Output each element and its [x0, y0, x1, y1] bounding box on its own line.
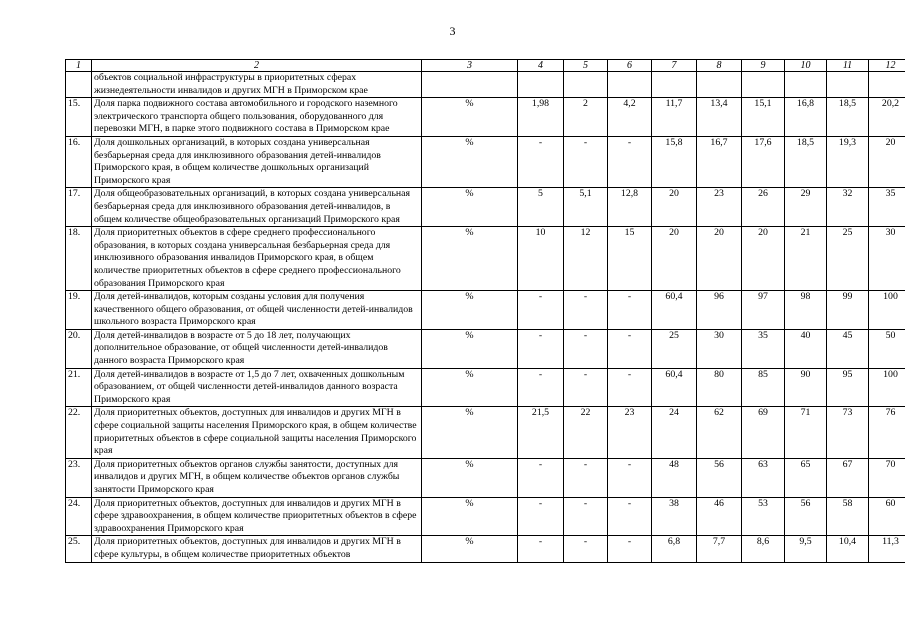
value-cell: 60,4 [652, 368, 697, 407]
value-cell: 90 [785, 368, 827, 407]
table-row [66, 188, 905, 227]
value-cell: 13,4 [697, 98, 742, 137]
value-cell: 21 [785, 227, 827, 291]
table-row [66, 291, 905, 330]
value-cell: 5,1 [564, 188, 608, 227]
header-row [66, 60, 905, 72]
value-cell: 48 [652, 458, 697, 497]
value-cell: 20 [697, 227, 742, 291]
table-row [66, 136, 905, 187]
unit-cell [422, 72, 518, 98]
value-cell: - [564, 368, 608, 407]
value-cell: 56 [697, 458, 742, 497]
indicators-table [65, 59, 905, 563]
indicator-text: Доля приоритетных объектов, доступных для инвалидов и других МГН в сфере социальной защиты населения Приморского края, в общем количестве приоритетных объектов в сфере социальной защиты населения Приморского края [92, 407, 422, 458]
value-cell: - [564, 329, 608, 368]
row-number-cell: 18. [66, 227, 92, 291]
row-number-cell: 22. [66, 407, 92, 458]
table-row [66, 497, 905, 536]
value-cell: 30 [697, 329, 742, 368]
table-row [66, 407, 905, 458]
value-cell: 32 [827, 188, 869, 227]
value-cell: - [564, 458, 608, 497]
value-cell: 23 [697, 188, 742, 227]
value-cell: 65 [785, 458, 827, 497]
value-cell: 60,4 [652, 291, 697, 330]
row-number-cell: 20. [66, 329, 92, 368]
unit-cell: % [422, 136, 518, 187]
value-cell: 20 [869, 136, 905, 187]
indicator-text: Доля приоритетных объектов в сфере среднего профессионального образования, в которых создана универсальная безбарьерная среда для инклюзивного образования инвалидов Приморского края, в общем количестве приоритетных объектов в сфере среднего профессионального образования Приморского края [92, 227, 422, 291]
value-cell: - [608, 291, 652, 330]
value-cell: - [608, 458, 652, 497]
header-cell: 1 [66, 60, 92, 72]
row-number-cell: 17. [66, 188, 92, 227]
value-cell: 18,5 [827, 98, 869, 137]
value-cell: - [518, 136, 564, 187]
value-cell: 71 [785, 407, 827, 458]
indicator-text: Доля детей-инвалидов в возрасте от 1,5 до 7 лет, охваченных дошкольным образованием, от общей численности детей-инвалидов данного возраста Приморского края [92, 368, 422, 407]
value-cell [785, 72, 827, 98]
value-cell: - [564, 291, 608, 330]
value-cell: 76 [869, 407, 905, 458]
indicator-text: Доля детей-инвалидов в возрасте от 5 до 18 лет, получающих дополнительное образование, от общей численности детей-инвалидов данного возраста Приморского края [92, 329, 422, 368]
continuation-row [66, 72, 905, 98]
value-cell: 22 [564, 407, 608, 458]
header-cell: 9 [742, 60, 785, 72]
unit-cell: % [422, 227, 518, 291]
value-cell: 7,7 [697, 536, 742, 562]
value-cell: 98 [785, 291, 827, 330]
value-cell: 20 [742, 227, 785, 291]
table-row [66, 98, 905, 137]
value-cell: 23 [608, 407, 652, 458]
header-cell: 3 [422, 60, 518, 72]
value-cell: 15,8 [652, 136, 697, 187]
row-number-cell: 16. [66, 136, 92, 187]
row-number-cell: 25. [66, 536, 92, 562]
value-cell: 70 [869, 458, 905, 497]
value-cell [827, 72, 869, 98]
indicator-text: Доля приоритетных объектов, доступных для инвалидов и других МГН в сфере культуры, в общем количестве приоритетных объектов [92, 536, 422, 562]
unit-cell: % [422, 536, 518, 562]
value-cell [742, 72, 785, 98]
value-cell: 16,8 [785, 98, 827, 137]
header-cell: 11 [827, 60, 869, 72]
value-cell [518, 72, 564, 98]
row-number-cell: 19. [66, 291, 92, 330]
value-cell: - [608, 536, 652, 562]
unit-cell: % [422, 291, 518, 330]
value-cell: 11,7 [652, 98, 697, 137]
value-cell [697, 72, 742, 98]
value-cell: 24 [652, 407, 697, 458]
value-cell: 56 [785, 497, 827, 536]
value-cell: 80 [697, 368, 742, 407]
value-cell: 12 [564, 227, 608, 291]
indicator-text: Доля дошкольных организаций, в которых создана универсальная безбарьерная среда для инклюзивного образования детей-инвалидов Приморского края, в общем количестве дошкольных организаций Приморского края [92, 136, 422, 187]
indicator-text: Доля общеобразовательных организаций, в которых создана универсальная безбарьерная среда для инклюзивного образования детей-инвалидов, в общем количестве общеобразовательных организаций Приморского края [92, 188, 422, 227]
unit-cell: % [422, 98, 518, 137]
value-cell: 12,8 [608, 188, 652, 227]
value-cell: 20 [652, 188, 697, 227]
indicator-text: объектов социальной инфраструктуры в приоритетных сферах жизнедеятельности инвалидов и других МГН в Приморском крае [92, 72, 422, 98]
value-cell: - [518, 458, 564, 497]
value-cell: 96 [697, 291, 742, 330]
value-cell: - [608, 329, 652, 368]
value-cell: 15 [608, 227, 652, 291]
value-cell: 62 [697, 407, 742, 458]
value-cell: 58 [827, 497, 869, 536]
value-cell: 15,1 [742, 98, 785, 137]
table-row [66, 536, 905, 562]
header-cell: 10 [785, 60, 827, 72]
value-cell: 26 [742, 188, 785, 227]
value-cell: 10,4 [827, 536, 869, 562]
row-number-cell [66, 72, 92, 98]
value-cell: 97 [742, 291, 785, 330]
header-cell: 4 [518, 60, 564, 72]
value-cell: 29 [785, 188, 827, 227]
value-cell: 9,5 [785, 536, 827, 562]
page-number: 3 [449, 24, 456, 38]
value-cell [564, 72, 608, 98]
header-cell: 7 [652, 60, 697, 72]
value-cell: 19,3 [827, 136, 869, 187]
unit-cell: % [422, 329, 518, 368]
value-cell: 6,8 [652, 536, 697, 562]
value-cell: - [518, 291, 564, 330]
value-cell: 25 [652, 329, 697, 368]
value-cell: 69 [742, 407, 785, 458]
value-cell: 4,2 [608, 98, 652, 137]
value-cell: 46 [697, 497, 742, 536]
value-cell [869, 72, 905, 98]
unit-cell: % [422, 497, 518, 536]
value-cell: 95 [827, 368, 869, 407]
value-cell: 45 [827, 329, 869, 368]
indicator-text: Доля парка подвижного состава автомобильного и городского наземного электрического транспорта общего пользования, оборудованного для перевозки МГН, в парке этого подвижного состава в Приморском крае [92, 98, 422, 137]
value-cell: 18,5 [785, 136, 827, 187]
value-cell: 16,7 [697, 136, 742, 187]
value-cell: 100 [869, 291, 905, 330]
row-number-cell: 24. [66, 497, 92, 536]
value-cell: - [518, 497, 564, 536]
unit-cell: % [422, 458, 518, 497]
value-cell: - [608, 136, 652, 187]
value-cell: - [564, 136, 608, 187]
value-cell: 25 [827, 227, 869, 291]
value-cell: 40 [785, 329, 827, 368]
value-cell: 17,6 [742, 136, 785, 187]
value-cell: 63 [742, 458, 785, 497]
value-cell: 35 [869, 188, 905, 227]
value-cell: - [518, 329, 564, 368]
value-cell: 73 [827, 407, 869, 458]
value-cell: 2 [564, 98, 608, 137]
value-cell: 50 [869, 329, 905, 368]
row-number-cell: 21. [66, 368, 92, 407]
value-cell: 20,2 [869, 98, 905, 137]
value-cell: - [518, 368, 564, 407]
value-cell: 38 [652, 497, 697, 536]
value-cell: 35 [742, 329, 785, 368]
table-row [66, 458, 905, 497]
value-cell: - [564, 536, 608, 562]
header-cell: 5 [564, 60, 608, 72]
value-cell [608, 72, 652, 98]
value-cell: 1,98 [518, 98, 564, 137]
value-cell: 21,5 [518, 407, 564, 458]
value-cell: 5 [518, 188, 564, 227]
value-cell: - [608, 497, 652, 536]
indicator-text: Доля приоритетных объектов, доступных для инвалидов и других МГН в сфере здравоохранения, в общем количестве приоритетных объектов в сфере здравоохранения Приморского края [92, 497, 422, 536]
value-cell: 8,6 [742, 536, 785, 562]
value-cell: 60 [869, 497, 905, 536]
table-row [66, 227, 905, 291]
row-number-cell: 15. [66, 98, 92, 137]
value-cell [652, 72, 697, 98]
value-cell: 67 [827, 458, 869, 497]
value-cell: - [608, 368, 652, 407]
header-cell: 8 [697, 60, 742, 72]
value-cell: 20 [652, 227, 697, 291]
value-cell: 85 [742, 368, 785, 407]
value-cell: 30 [869, 227, 905, 291]
value-cell: 99 [827, 291, 869, 330]
indicator-text: Доля приоритетных объектов органов службы занятости, доступных для инвалидов и других МГН, в общем количестве объектов органов службы занятости Приморского края [92, 458, 422, 497]
value-cell: - [564, 497, 608, 536]
header-cell: 6 [608, 60, 652, 72]
value-cell: 10 [518, 227, 564, 291]
unit-cell: % [422, 188, 518, 227]
row-number-cell: 23. [66, 458, 92, 497]
unit-cell: % [422, 407, 518, 458]
value-cell: 11,3 [869, 536, 905, 562]
value-cell: 100 [869, 368, 905, 407]
header-cell: 12 [869, 60, 905, 72]
value-cell: - [518, 536, 564, 562]
value-cell: 53 [742, 497, 785, 536]
header-cell: 2 [92, 60, 422, 72]
indicator-text: Доля детей-инвалидов, которым созданы условия для получения качественного общего образования, от общей численности детей-инвалидов школьного возраста Приморского края [92, 291, 422, 330]
table-row [66, 329, 905, 368]
unit-cell: % [422, 368, 518, 407]
table-row [66, 368, 905, 407]
